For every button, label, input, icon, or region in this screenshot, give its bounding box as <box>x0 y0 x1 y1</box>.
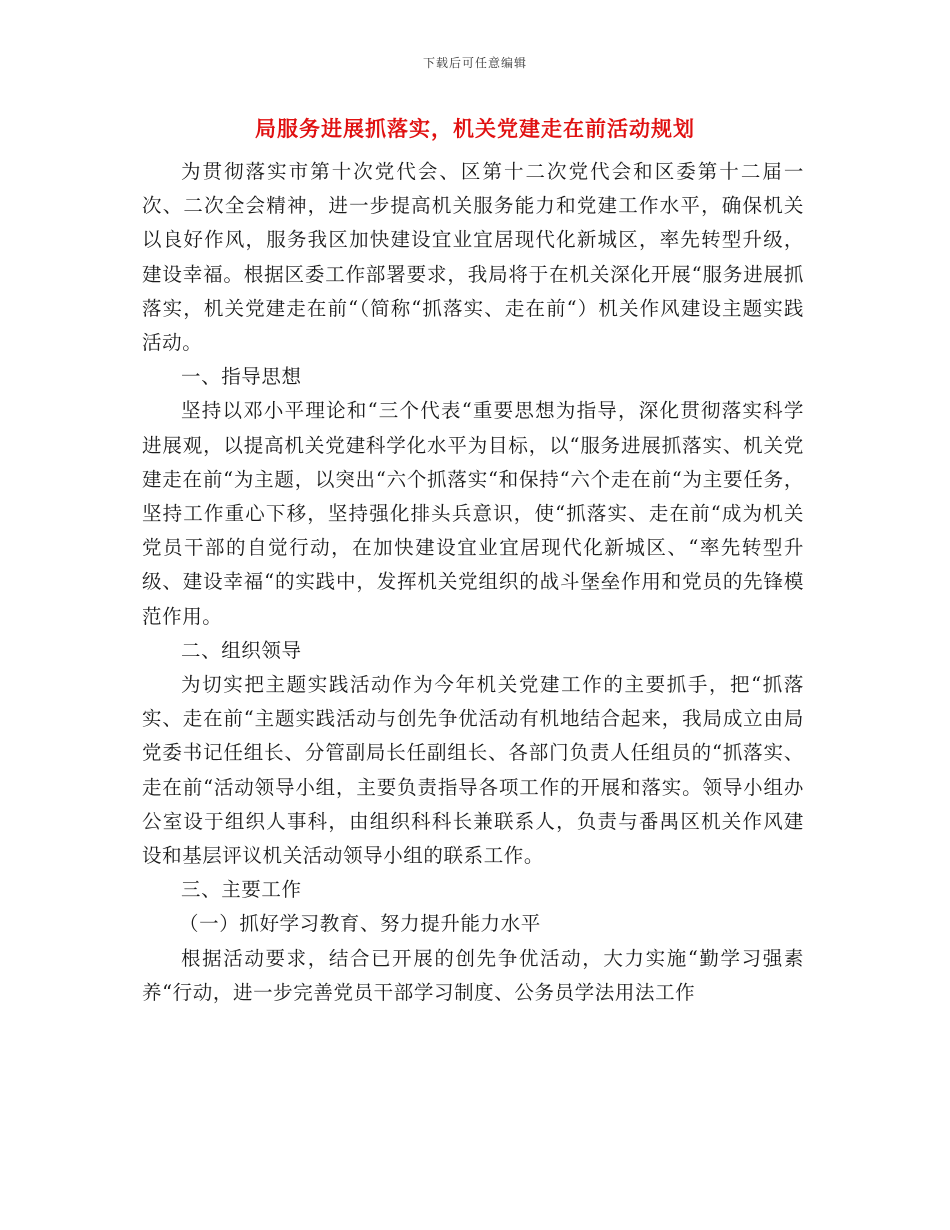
page-header-note: 下载后可任意编辑 <box>422 56 527 70</box>
section-heading-organization: 二、组织领导 <box>181 638 302 662</box>
section-heading-main-work: 三、主要工作 <box>181 878 302 902</box>
document-title: 局服务进展抓落实，机关党建走在前活动规划 <box>255 117 695 141</box>
intro-paragraph: 为贯彻落实市第十次党代会、区第十二次党代会和区委第十二届一次、二次全会精神，进一步提高机关服务能力和党建工作水平，确保机关以良好作风，服务我区加快建设宜业宜居现代化新城区，率先转型升级，建设幸福。根据区委工作部署要求，我局将于在机关深化开展“服务进展抓落实，机关党建走在前“（简称“抓落实、走在前“）机关作风建设主题实践活动。 <box>142 160 804 355</box>
study-paragraph: 根据活动要求，结合已开展的创先争优活动，大力实施“勤学习强素养“行动，进一步完善党员干部学习制度、公务员学法用法工作 <box>142 946 804 1004</box>
subsection-heading-study: （一）抓好学习教育、努力提升能力水平 <box>179 912 541 936</box>
guiding-ideology-paragraph: 坚持以邓小平理论和“三个代表“重要思想为指导，深化贯彻落实科学进展观，以提高机关党建科学化水平为目标，以“服务进展抓落实、机关党建走在前“为主题，以突出“六个抓落实“和保持“六个走在前“为主要任务，坚持工作重心下移，坚持强化排头兵意识，使“抓落实、走在前“成为机关党员干部的自觉行动，在加快建设宜业宜居现代化新城区、“率先转型升级、建设幸福“的实践中，发挥机关党组织的战斗堡垒作用和党员的先锋模范作用。 <box>142 399 804 628</box>
section-heading-guiding-ideology: 一、指导思想 <box>181 365 302 389</box>
document-body <box>142 155 804 1010</box>
organization-paragraph: 为切实把主题实践活动作为今年机关党建工作的主要抓手，把“抓落实、走在前“主题实践活动与创先争优活动有机地结合起来，我局成立由局党委书记任组长、分管副局长任副组长、各部门负责人任组员的“抓落实、走在前“活动领导小组，主要负责指导各项工作的开展和落实。领导小组办公室设于组织人事科，由组织科科长兼联系人，负责与番禺区机关作风建设和基层评议机关活动领导小组的联系工作。 <box>142 673 804 868</box>
